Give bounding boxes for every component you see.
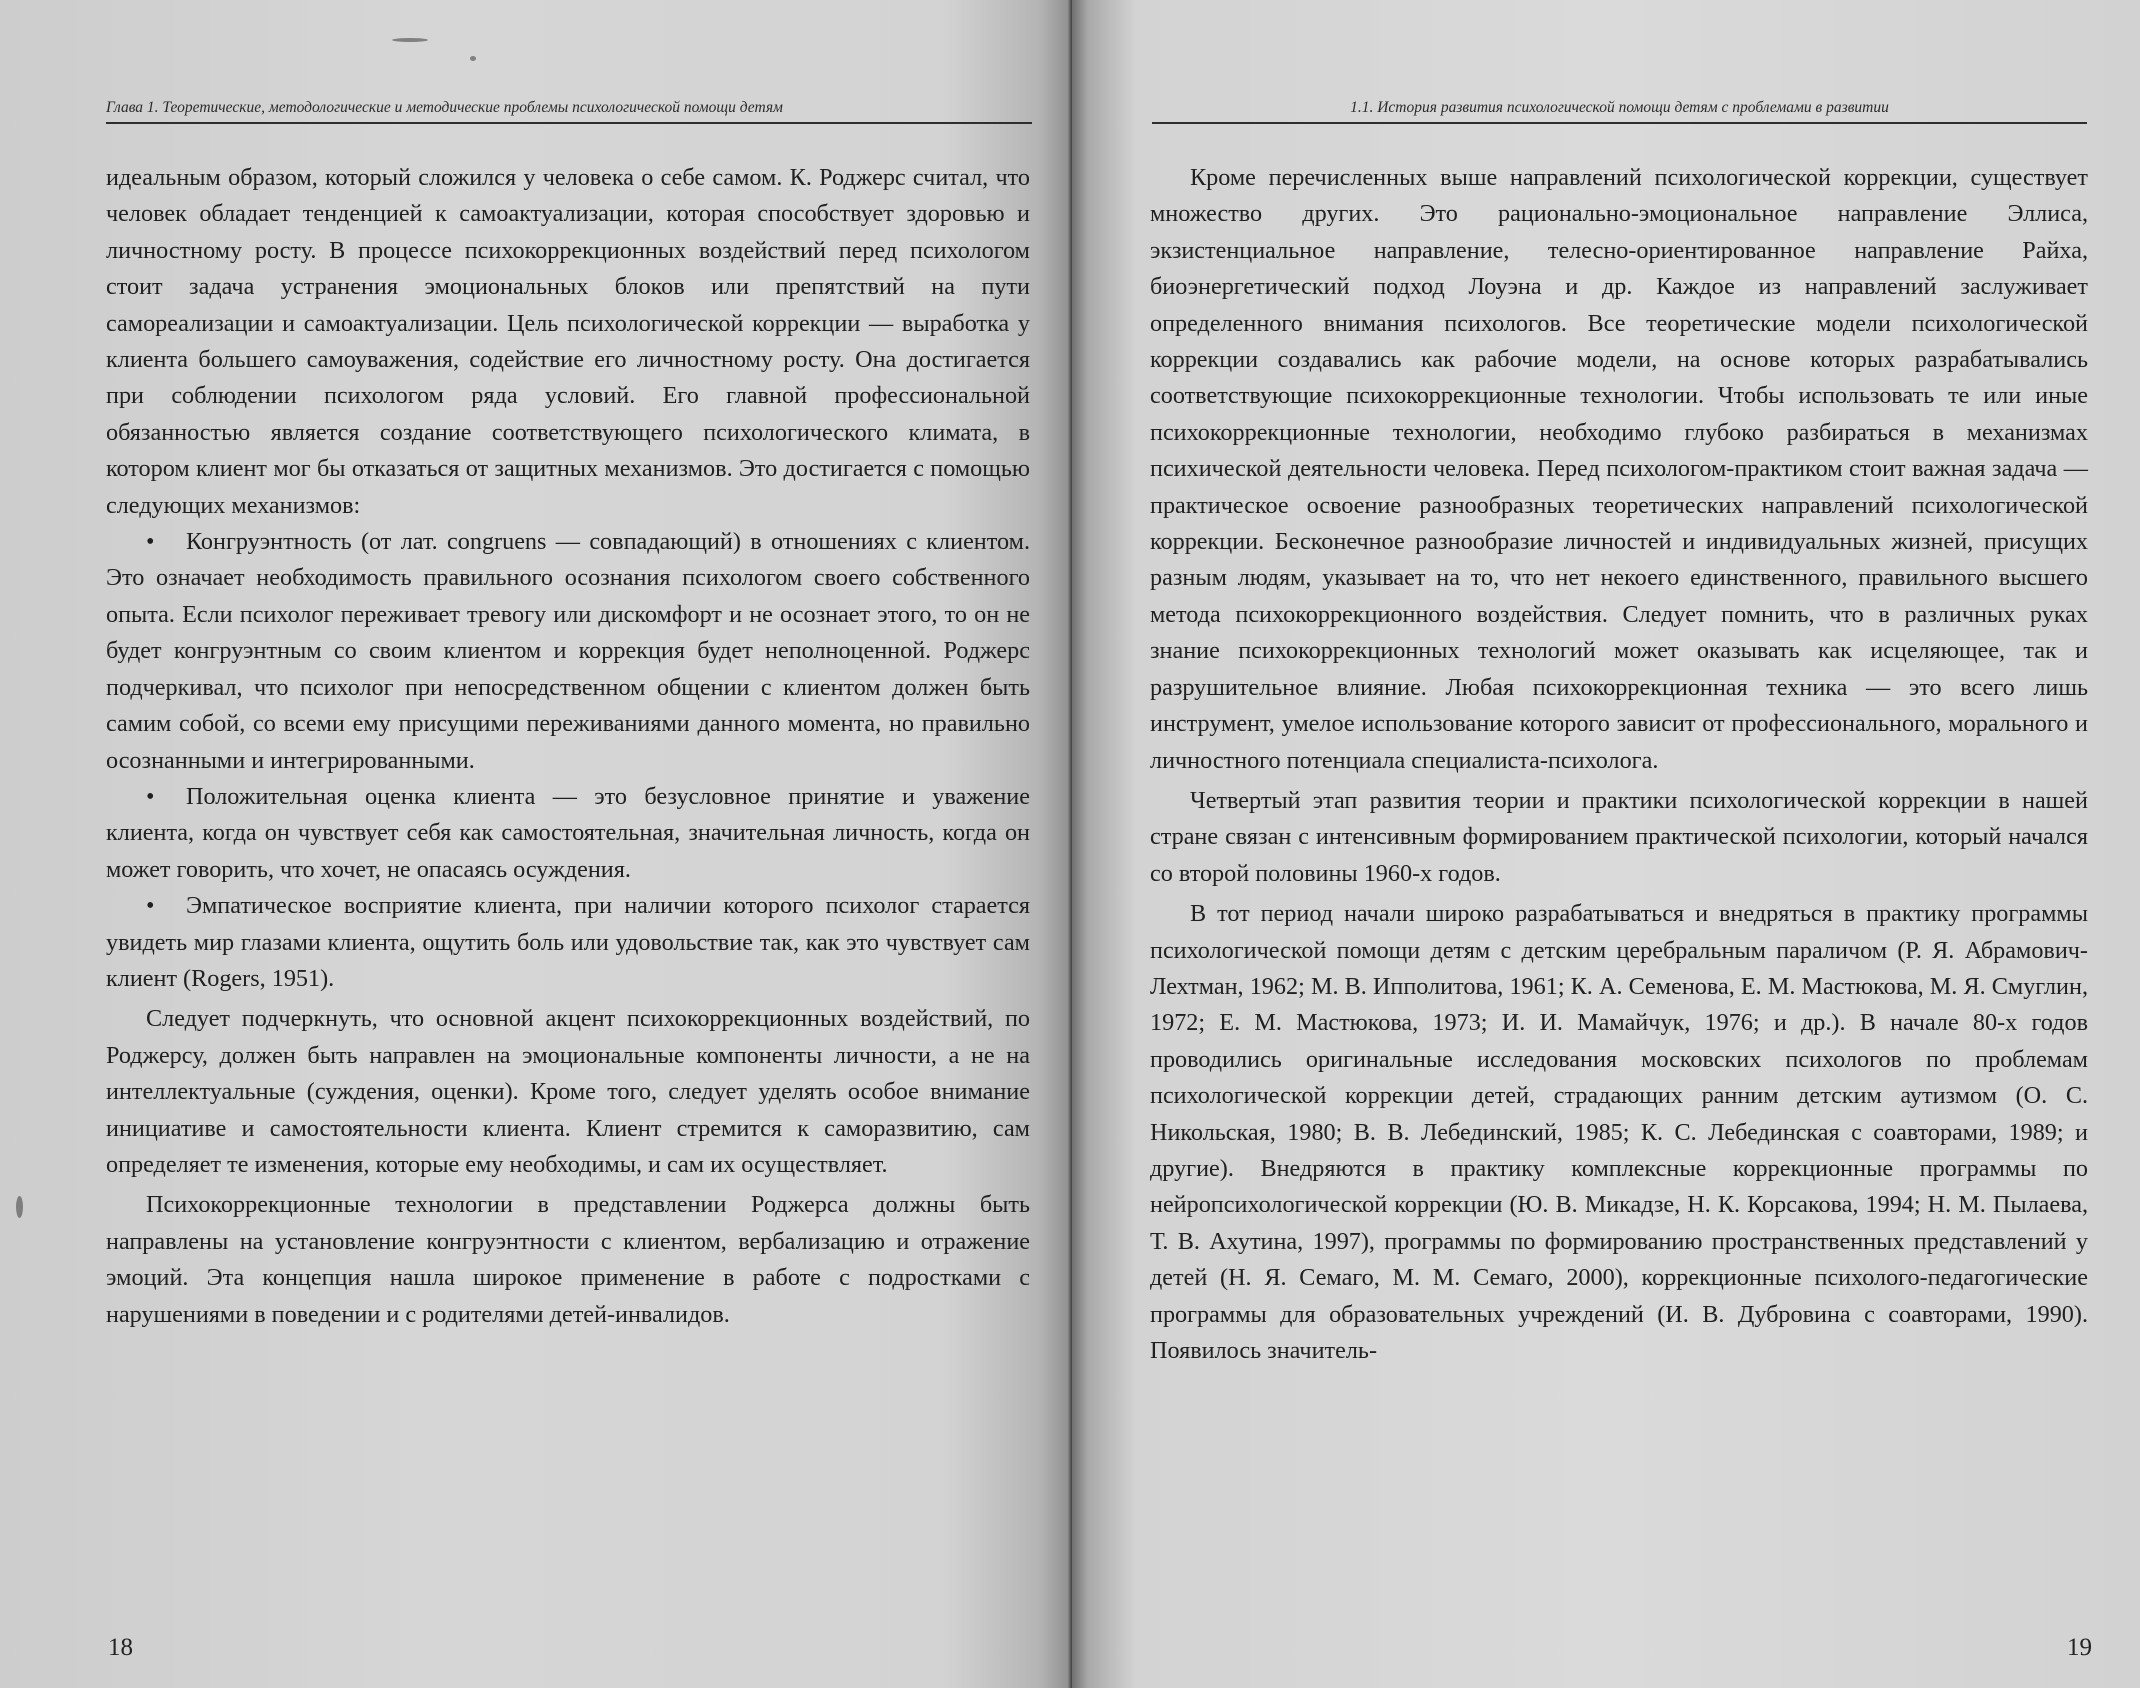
left-running-head: Глава 1. Теоретические, методологические и методические проблемы психологической помощи детям (106, 94, 1032, 124)
right-paragraph-1: Кроме перечисленных выше направлений психологической коррекции, существует множество других. Это рационально-эмоциональное направление Эллиса, экзистенциальное направление, телесно-ориентированное направление Райха, биоэнергетический подход Лоуэна и др. Каждое из направлений заслуживает определенного внимания психологов. Все теоретические модели психологической коррекции создавались как рабочие модели, на основе которых разрабатывались соответствующие психокоррекционные технологии. Чтобы использовать те или иные психокоррекционные технологии, необходимо глубоко разбираться в механизмах психической деятельности человека. Перед психологом-практиком стоит важная задача — практическое освоение разнообразных теоретических направлений психологической коррекции. Бесконечное разнообразие личностей и индивидуальных жизней, присущих разным людям, указывает на то, что нет некоего единственного, правильного высшего метода психокоррекционного воздействия. Следует помнить, что в различных руках знание психокоррекционных технологий может оказывать как исцеляющее, так и разрушительное влияние. Любая психокоррекционная техника — это всего лишь инструмент, умелое использование которого зависит от профессионального, морального и личностного потенциала специалиста-психолога. (1150, 164, 2088, 774)
left-bullet-3-text: Эмпатическое восприятие клиента, при наличии которого психолог старается увидеть мир глазами клиента, ощутить боль или удовольствие так, как это чувствует сам клиент (Rogers, 1951). (106, 892, 1030, 992)
left-page-number: 18 (108, 1634, 133, 1661)
left-paragraph-1: идеальным образом, который сложился у человека о себе самом. К. Роджерс считал, что человек обладает тенденцией к самоактуализации, которая способствует здоровью и личностному росту. В процессе психокоррекционных воздействий перед психологом стоит задача устранения эмоциональных блоков или препятствий на пути самореализации и самоактуализации. Цель психологической коррекции — выработка у клиента большего самоуважения, содействие его личностному росту. Она достигается при соблюдении психологом ряда условий. Его главной профессиональной обязанностью является создание соответствующего психологического климата, в котором клиент мог бы отказаться от защитных механизмов. Это достигается с помощью следующих механизмов: (106, 164, 1030, 519)
ink-smudge (392, 38, 428, 42)
ink-smudge (16, 1196, 23, 1218)
left-paragraph-3: Психокоррекционные технологии в представлении Роджерса должны быть направлены на установление конгруэнтности с клиентом, вербализацию и отражение эмоций. Эта концепция нашла широкое применение в работе с подростками с нарушениями в поведении и с родителями детей-инвалидов. (106, 1191, 1030, 1328)
left-bullet-1 (106, 524, 1030, 779)
bullet-marker: • (146, 892, 155, 920)
right-body-text (1150, 160, 2088, 1369)
left-bullet-2 (106, 779, 1030, 888)
right-running-head: 1.1. История развития психологической помощи детям с проблемами в развитии (1152, 94, 2087, 124)
bullet-marker: • (146, 782, 155, 810)
left-bullet-3 (106, 888, 1030, 997)
left-body-text (106, 160, 1030, 1333)
left-bullet-1-text: Конгруэнтность (от лат. congruens — совпадающий) в отношениях с клиентом. Это означает необходимость правильного осознания психологом своего собственного опыта. Если психолог переживает тревогу или дискомфорт и не осознает этого, то он не будет конгруэнтным со своим клиентом и коррекция будет неполноценной. Роджерс подчеркивал, что психолог при непосредственном общении с клиентом должен быть самим собой, со всеми ему присущими переживаниями данного момента, но правильно осознанными и интегрированными. (106, 528, 1030, 774)
right-page (1072, 0, 2140, 1688)
left-bullet-2-text: Положительная оценка клиента — это безусловное принятие и уважение клиента, когда он чувствует себя как самостоятельная, значительная личность, когда он может говорить, что хочет, не опасаясь осуждения. (106, 782, 1030, 883)
ink-smudge (470, 56, 476, 61)
bullet-marker: • (146, 528, 155, 556)
right-page-number: 19 (2067, 1634, 2092, 1661)
left-paragraph-2: Следует подчеркнуть, что основной акцент психокоррекционных воздействий, по Роджерсу, должен быть направлен на эмоциональные компоненты личности, а не на интеллектуальные (суждения, оценки). Кроме того, следует уделять особое внимание инициативе и самостоятельности клиента. Клиент стремится к саморазвитию, сам определяет те изменения, которые ему необходимы, и сам их осуществляет. (106, 1005, 1030, 1178)
right-paragraph-2: Четвертый этап развития теории и практики психологической коррекции в нашей стране связан с интенсивным формированием практической психологии, который начался со второй половины 1960-х годов. (1150, 786, 2088, 887)
right-paragraph-3: В тот период начали широко разрабатываться и внедряться в практику программы психологической помощи детям с детским церебральным параличом (Р. Я. Абрамович-Лехтман, 1962; М. В. Ипполитова, 1961; К. А. Семенова, Е. М. Мастюкова, М. Я. Смуглин, 1972; Е. М. Мастюкова, 1973; И. И. Мамайчук, 1976; и др.). В начале 80-х годов проводились оригинальные исследования московских психологов по проблемам психологической коррекции детей, страдающих ранним детским аутизмом (О. С. Никольская, 1980; В. В. Лебединский, 1985; К. С. Лебединская с соавторами, 1989; и другие). Внедряются в практику комплексные коррекционные программы по нейропсихологической коррекции (Ю. В. Микадзе, Н. К. Корсакова, 1994; Н. М. Пылаева, Т. В. Ахутина, 1997), программы по формированию пространственных представлений у детей (Н. Я. Семаго, М. М. Семаго, 2000), коррекционные психолого-педагогические программы для образовательных учреждений (И. В. Дубровина с соавторами, 1990). Появилось значитель- (1150, 900, 2088, 1364)
